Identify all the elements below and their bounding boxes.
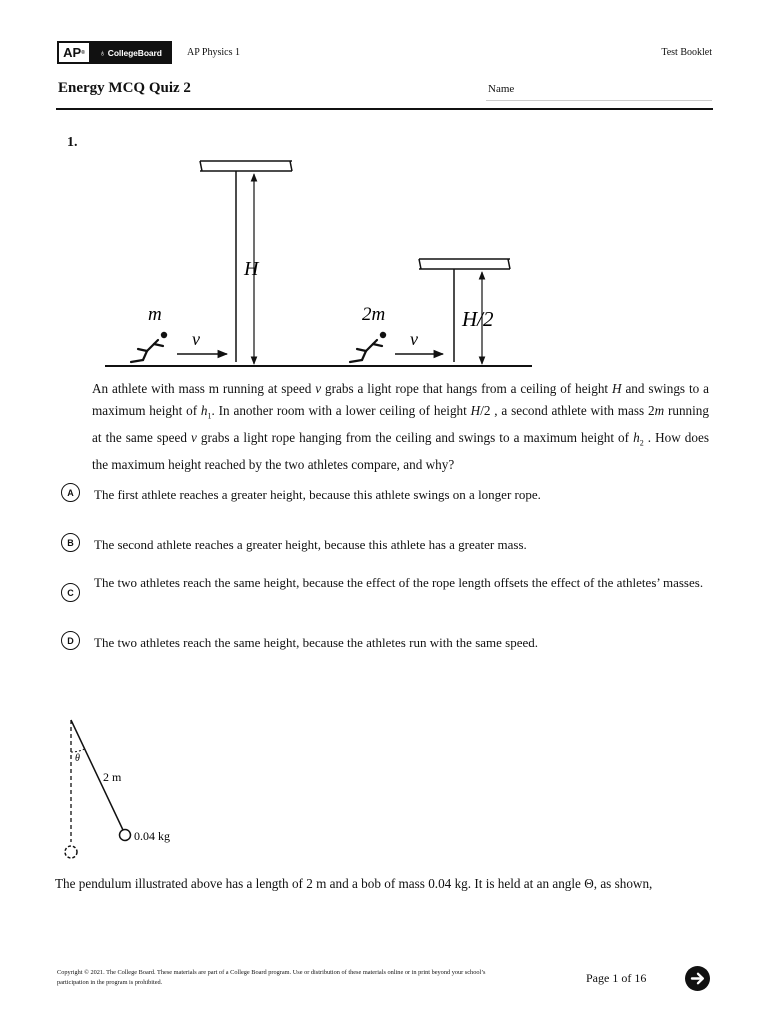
answer-choice-d[interactable] — [61, 633, 711, 653]
header-divider — [56, 108, 713, 110]
ap-logo-text: AP — [63, 45, 82, 60]
choice-bubble-a[interactable]: A — [61, 483, 80, 502]
ap-logo: AP ® — [59, 43, 89, 62]
label-H-over-2: H/2 — [462, 307, 494, 331]
choice-bubble-b[interactable]: B — [61, 533, 80, 552]
name-label: Name — [488, 83, 515, 95]
ceiling-2 — [419, 259, 510, 269]
answer-choice-a[interactable] — [61, 485, 711, 505]
label-v-2: v — [410, 329, 418, 349]
page-number: Page 1 of 16 — [586, 971, 647, 985]
next-page-button[interactable] — [685, 966, 710, 991]
label-m: m — [148, 304, 162, 325]
ap-collegeboard-logo — [57, 41, 172, 64]
label-v-1: v — [192, 329, 200, 349]
ceiling-1 — [200, 161, 292, 171]
arrow-right-circle-icon — [689, 970, 706, 987]
acorn-icon: ♁ — [99, 47, 106, 58]
choice-text-b: The second athlete reaches a greater height, because this athlete has a greater mass. — [94, 537, 527, 552]
label-theta: θ — [75, 753, 80, 764]
collegeboard-logo-text: CollegeBoard — [107, 47, 162, 58]
choice-text-a: The first athlete reaches a greater height, because this athlete swings on a longer rope. — [94, 487, 541, 502]
answer-choice-b[interactable] — [61, 535, 711, 555]
subject-label: AP Physics 1 — [187, 47, 240, 58]
label-mass: 0.04 kg — [134, 829, 170, 843]
label-H: H — [244, 258, 259, 280]
pendulum-figure — [55, 712, 195, 862]
pendulum-bob — [120, 830, 131, 841]
booklet-label: Test Booklet — [661, 47, 712, 58]
rope-swing-figure — [100, 150, 540, 375]
copyright-notice: Copyright © 2021. The College Board. These materials are part of a College Board program. Use or distribution of these materials online or in print beyond your school’s participation in the program is prohibited. — [57, 969, 486, 986]
choice-text-d: The two athletes reach the same height, because the athletes run with the same speed. — [94, 635, 538, 650]
question-stem: An athlete with mass m running at speed v grabs a light rope that hangs from a ceiling of height H and swings to a maximum height of $h_1$. In another room with a lower ceiling of height H/2 , a second athlete with mass 2m running at the same speed v grabs a light rope hanging from the ceiling and swings to a maximum height of $h_2$ . How does the maximum height reached by the two athletes compare, and why? — [92, 381, 709, 472]
bob-rest-position — [65, 846, 77, 858]
pendulum-question-text: The pendulum illustrated above has a length of 2 m and a bob of mass 0.04 kg. It is held at an angle Θ, as shown, — [55, 876, 653, 891]
runner-1-icon — [131, 332, 167, 362]
label-length: 2 m — [103, 770, 122, 784]
name-field[interactable] — [486, 100, 712, 101]
label-2m: 2m — [362, 304, 386, 325]
choice-bubble-c[interactable]: C — [61, 583, 80, 602]
page-title: Energy MCQ Quiz 2 — [58, 80, 191, 96]
choice-bubble-d[interactable]: D — [61, 631, 80, 650]
choice-text-c: The two athletes reach the same height, because the effect of the rope length offsets the effect of the athletes’ masses. — [94, 575, 704, 590]
question-number: 1. — [67, 135, 78, 150]
collegeboard-logo — [89, 41, 172, 64]
answer-choice-c[interactable] — [61, 573, 711, 602]
angle-arc — [71, 749, 85, 752]
runner-2-icon — [350, 332, 386, 362]
